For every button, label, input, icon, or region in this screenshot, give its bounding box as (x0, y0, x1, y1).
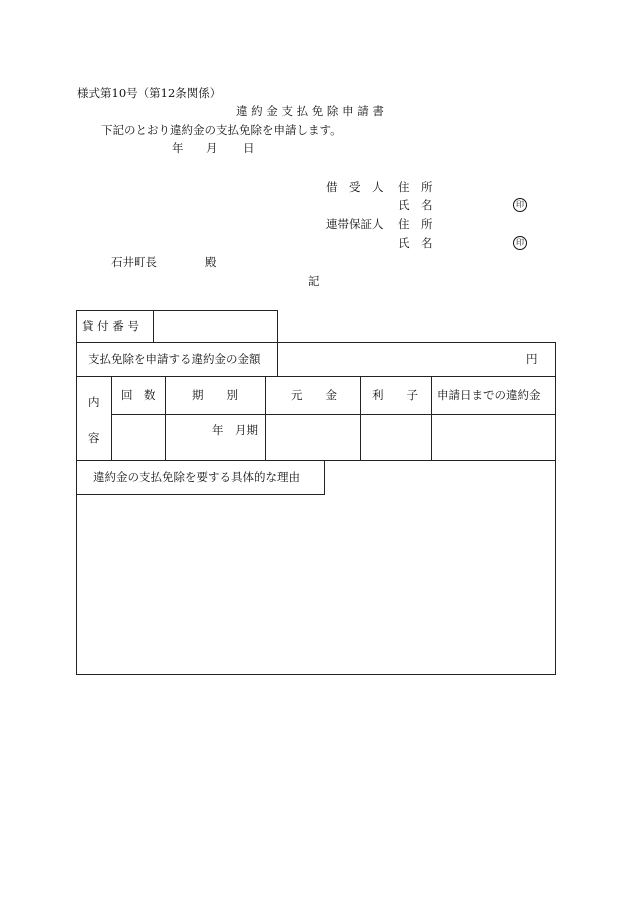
header-period: 期 別 (192, 388, 238, 402)
date-day: 日 (243, 141, 255, 155)
divider (165, 376, 166, 461)
divider (111, 414, 556, 415)
divider (265, 376, 266, 461)
seal-icon: 印 (513, 236, 527, 250)
addressee-name: 石井町長 (111, 255, 157, 269)
date-month: 月 (206, 141, 218, 155)
guarantor-name-label: 氏 名 (398, 236, 433, 250)
header-count: 回 数 (121, 388, 156, 402)
header-principal: 元 金 (291, 388, 337, 402)
divider (431, 376, 432, 461)
header-interest: 利 子 (372, 388, 418, 402)
note-mark: 記 (308, 274, 320, 288)
amount-unit: 円 (526, 352, 538, 366)
detail-label-1: 内 (88, 395, 100, 409)
guarantor-label: 連帯保証人 (326, 217, 384, 231)
page-title: 違 約 金 支 払 免 除 申 請 書 (236, 104, 384, 118)
guarantor-address-label: 住 所 (398, 217, 433, 231)
intro-text: 下記のとおり違約金の支払免除を申請します。 (101, 123, 342, 137)
header-penalty: 申請日までの違約金 (437, 388, 541, 402)
date-year: 年 (172, 141, 184, 155)
addressee-honorific: 殿 (205, 255, 217, 269)
divider (111, 376, 112, 461)
divider (360, 376, 361, 461)
borrower-name-label: 氏 名 (398, 198, 433, 212)
divider (153, 310, 154, 343)
detail-label-2: 容 (88, 431, 100, 445)
form-number: 様式第10号（第12条関係） (77, 86, 222, 100)
seal-icon: 印 (513, 198, 527, 212)
row-period: 年 月期 (212, 423, 258, 437)
amount-label: 支払免除を申請する違約金の金額 (88, 352, 261, 366)
borrower-label: 借 受 人 (326, 180, 384, 194)
loan-number-label: 貸 付 番 号 (82, 319, 139, 333)
borrower-address-label: 住 所 (398, 180, 433, 194)
divider (277, 342, 278, 377)
reason-label: 違約金の支払免除を要する具体的な理由 (93, 470, 300, 484)
